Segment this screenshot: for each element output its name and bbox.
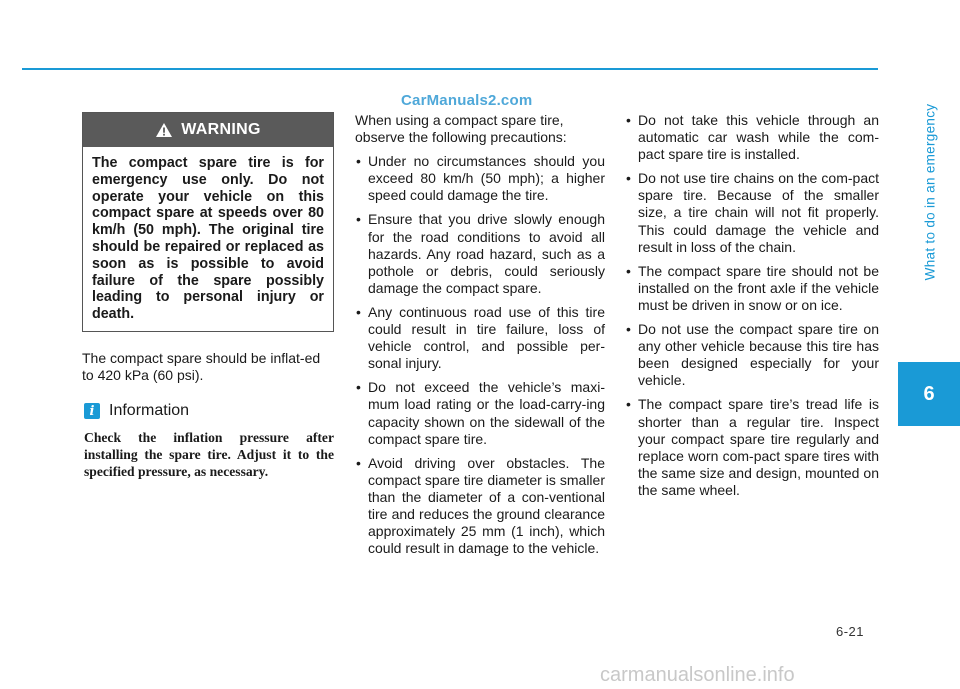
- list-item: • Do not exceed the vehicle’s maxi-mum load rating or the load-carry-ing capacity shown on the sidewall of the compact spare tire.: [355, 379, 605, 447]
- list-item: • Do not use tire chains on the com-pact spare tire. Because of the smaller size, a tire chain will not fit properly. This could damage the vehicle and result in loss of the chain.: [625, 170, 879, 255]
- header-rule: [22, 68, 878, 70]
- list-item: • Do not use the compact spare tire on any other vehicle because this tire has been designed especially for your vehicle.: [625, 321, 879, 389]
- info-icon: i: [84, 403, 100, 419]
- watermark-top[interactable]: CarManuals2.com: [401, 92, 533, 109]
- inflation-paragraph: The compact spare should be inflat-ed to 420 kPa (60 psi).: [82, 350, 321, 383]
- list-item: • Avoid driving over obstacles. The compact spare tire diameter is smaller than the diameter of a con-ventional tire and reduces the ground clearance approximately 25 mm (1 inch), which could result in damage to the vehicle.: [355, 455, 605, 558]
- warning-header: [83, 113, 333, 147]
- chapter-tab: [898, 362, 960, 426]
- list-item: • Ensure that you drive slowly enough for the road conditions to avoid all hazards. Any road hazard, such as a pothole or debris, could seriously damage the compact spare.: [355, 211, 605, 296]
- column-3: [625, 112, 879, 506]
- precautions-list: [355, 153, 605, 557]
- warning-text: The compact spare tire is for emergency use only. Do not operate your vehicle on this compact spare at speeds over 80 km/h (50 mph). The original tire should be repaired or replaced as soon as is possible to avoid failure of the spare possibly leading to personal injury or death.: [92, 155, 324, 323]
- list-item: • Any continuous road use of this tire could result in tire failure, loss of vehicle control, and possible per-sonal injury.: [355, 304, 605, 372]
- information-heading: [84, 402, 189, 420]
- warning-label: WARNING: [181, 121, 261, 138]
- precautions-intro: When using a compact spare tire, observe the following precautions:: [355, 112, 567, 146]
- list-item: • Under no circumstances should you exceed 80 km/h (50 mph); a higher speed could damage the tire.: [355, 153, 605, 204]
- information-title: Information: [109, 402, 190, 419]
- watermark-bottom[interactable]: carmanualsonline.info: [600, 664, 795, 686]
- warning-box: [82, 112, 334, 332]
- chapter-number: 6: [923, 382, 935, 405]
- list-item: • Do not take this vehicle through an automatic car wash while the com-pact spare tire is installed.: [625, 112, 879, 163]
- chapter-title: What to do in an emergency: [922, 103, 938, 281]
- page-number: 6-21: [836, 624, 865, 639]
- information-text: Check the inflation pressure after installing the spare tire. Adjust it to the specified pressure, as necessary.: [84, 430, 334, 479]
- warning-triangle-icon: [155, 122, 173, 138]
- list-item: • The compact spare tire should not be installed on the front axle if the vehicle must be driven in snow or on ice.: [625, 263, 879, 314]
- column-2: [355, 112, 605, 564]
- list-item: • The compact spare tire’s tread life is shorter than a regular tire. Inspect your compact spare tire regularly and replace worn com-pact spare tires with the same size and design, mounted on the same wheel.: [625, 396, 879, 499]
- precautions-list-continued: [625, 112, 879, 499]
